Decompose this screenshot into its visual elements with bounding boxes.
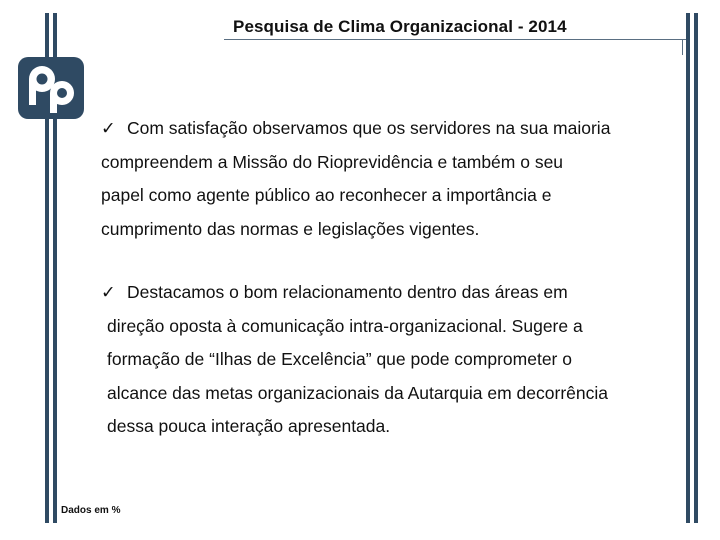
frame-right-bar-inner (694, 13, 698, 523)
rioprevidencia-logo-icon (18, 57, 84, 119)
corner-tick (682, 40, 683, 55)
checkmark-icon: ✓ (101, 282, 116, 302)
title-underline (224, 39, 686, 40)
paragraph2-line-4: alcance das metas organizacionais da Autarquia em decorrência (107, 382, 608, 403)
paragraph2-line-1-text: Destacamos o bom relacionamento dentro das áreas em (127, 282, 568, 302)
paragraph1-line-3: papel como agente público ao reconhecer a importância e (101, 185, 552, 205)
paragraph1-line-4: cumprimento das normas e legislações vigentes. (101, 218, 480, 239)
paragraph2-line-5: dessa pouca interação apresentada. (107, 416, 391, 436)
paragraph1-line-2: compreendem a Missão do Rioprevidência e também o seu (101, 151, 564, 172)
paragraph2-line-3: formação de “Ilhas de Excelência” que pode comprometer o (107, 349, 572, 369)
paragraph2-line-2: direção oposta à comunicação intra-organizacional. Sugere a (107, 315, 583, 336)
paragraph-satisfaction (101, 112, 610, 246)
frame-right-bar-outer (686, 13, 690, 523)
checkmark-icon: ✓ (101, 118, 116, 138)
paragraph1-line-1 (101, 112, 610, 146)
paragraph2-line-1 (101, 276, 608, 310)
data-units-note: Dados em % (61, 505, 121, 516)
paragraph-relationship (101, 276, 608, 444)
page-title: Pesquisa de Clima Organizacional - 2014 (233, 17, 567, 36)
paragraph1-line-1-text: Com satisfação observamos que os servidores na sua maioria (127, 118, 611, 138)
